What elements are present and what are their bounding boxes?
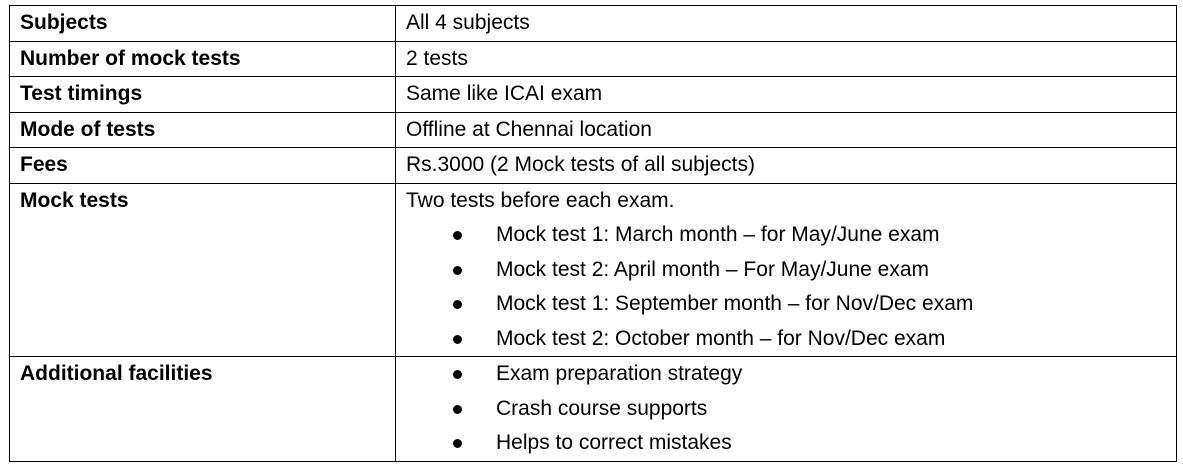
list-item-text: Mock test 2: April month – For May/June exam (496, 257, 930, 281)
list-item-text: Helps to correct mistakes (496, 431, 732, 454)
list-item (406, 426, 1176, 461)
info-table (9, 5, 1177, 462)
row-value-cell (396, 357, 1177, 462)
list-item (406, 322, 1176, 357)
row-label: Additional facilities (10, 357, 396, 462)
row-value: Rs.3000 (2 Mock tests of all subjects) (396, 148, 1177, 184)
row-value-cell (396, 183, 1177, 357)
table-row-test-timings (10, 77, 1177, 113)
bullet-icon (453, 370, 462, 379)
table-row-number-of-mock-tests (10, 41, 1177, 77)
row-label: Fees (10, 148, 396, 184)
bullet-icon (453, 300, 462, 309)
table-row-mock-tests (10, 183, 1177, 357)
table-row-subjects (10, 6, 1177, 42)
mock-tests-bullet-list (406, 218, 1176, 356)
list-item (406, 287, 1176, 322)
list-item (406, 392, 1176, 427)
bullet-icon (453, 231, 462, 240)
row-value: Offline at Chennai location (396, 112, 1177, 148)
table-row-fees (10, 148, 1177, 184)
row-label: Test timings (10, 77, 396, 113)
row-value: Two tests before each exam. (406, 188, 675, 212)
list-item-text: Mock test 1: March month – for May/June exam (496, 223, 940, 246)
bullet-icon (453, 405, 462, 414)
bullet-icon (453, 439, 462, 448)
row-value: 2 tests (396, 41, 1177, 77)
row-value: Same like ICAI exam (396, 77, 1177, 113)
list-item-text: Exam preparation strategy (496, 362, 743, 385)
list-item (406, 357, 1176, 392)
row-label: Subjects (10, 6, 396, 42)
bullet-icon (453, 335, 462, 344)
table-row-mode-of-tests (10, 112, 1177, 148)
row-value: All 4 subjects (396, 6, 1177, 42)
row-label: Number of mock tests (10, 41, 396, 77)
bullet-icon (453, 266, 462, 275)
facilities-bullet-list (406, 357, 1176, 461)
row-label: Mode of tests (10, 112, 396, 148)
list-item-text: Mock test 1: September month – for Nov/Dec exam (496, 292, 974, 315)
row-label: Mock tests (10, 183, 396, 357)
list-item-text: Crash course supports (496, 396, 708, 420)
list-item (406, 253, 1176, 288)
list-item (406, 218, 1176, 253)
table-row-additional-facilities (10, 357, 1177, 462)
list-item-text: Mock test 2: October month – for Nov/Dec exam (496, 326, 946, 350)
